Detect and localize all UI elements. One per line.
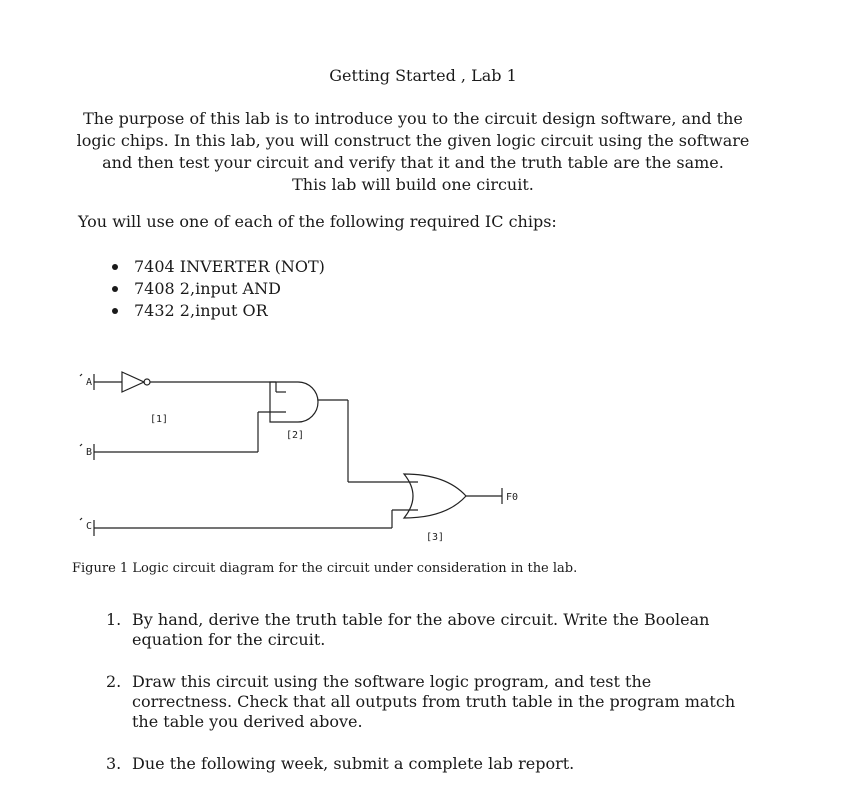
task-number: 1. (106, 610, 122, 629)
intro-paragraph (60, 108, 766, 196)
task-number: 3. (106, 754, 122, 773)
input-c-tick (80, 518, 82, 520)
chip-item-7432: 7432 2,input OR (112, 300, 325, 322)
logic-circuit-diagram (70, 360, 570, 550)
input-label-b: B (86, 447, 93, 458)
and-gate (270, 382, 318, 422)
output-label: F0 (506, 492, 519, 503)
chip-item-7404: 7404 INVERTER (NOT) (112, 256, 325, 278)
task-text: Due the following week, submit a complete lab report. (132, 754, 575, 773)
task-item (106, 672, 746, 732)
intro-line: logic chips. In this lab, you will construct the given logic circuit using the software (76, 131, 750, 150)
task-item (106, 754, 746, 774)
figure-caption: Figure 1 Logic circuit diagram for the circuit under consideration in the lab. (72, 561, 578, 576)
not-gate-label: [1] (150, 414, 169, 425)
intro-line: The purpose of this lab is to introduce you to the circuit design software, and the (83, 109, 743, 128)
task-item (106, 610, 746, 650)
input-a-tick (80, 374, 82, 376)
intro-line: This lab will build one circuit. (292, 175, 534, 194)
input-label-c: C (86, 521, 93, 532)
or-gate-label: [3] (426, 532, 445, 543)
intro-line: and then test your circuit and verify that it and the truth table are the same. (102, 153, 724, 172)
not-gate (122, 372, 144, 392)
chip-item-7408: 7408 2,input AND (112, 278, 325, 300)
task-text: Draw this circuit using the software logic program, and test the correctness. Check that all outputs from truth table in the program match the table you derived above. (132, 672, 736, 731)
chips-lead: You will use one of each of the following required IC chips: (78, 212, 557, 231)
or-gate (404, 474, 466, 518)
chip-list (112, 256, 325, 322)
input-b-tick (80, 444, 82, 446)
input-label-a: A (86, 377, 93, 388)
page-title: Getting Started , Lab 1 (329, 66, 517, 85)
task-list (106, 610, 746, 796)
task-text: By hand, derive the truth table for the above circuit. Write the Boolean equation for the circuit. (132, 610, 710, 649)
task-number: 2. (106, 672, 122, 691)
and-gate-label: [2] (286, 430, 305, 441)
